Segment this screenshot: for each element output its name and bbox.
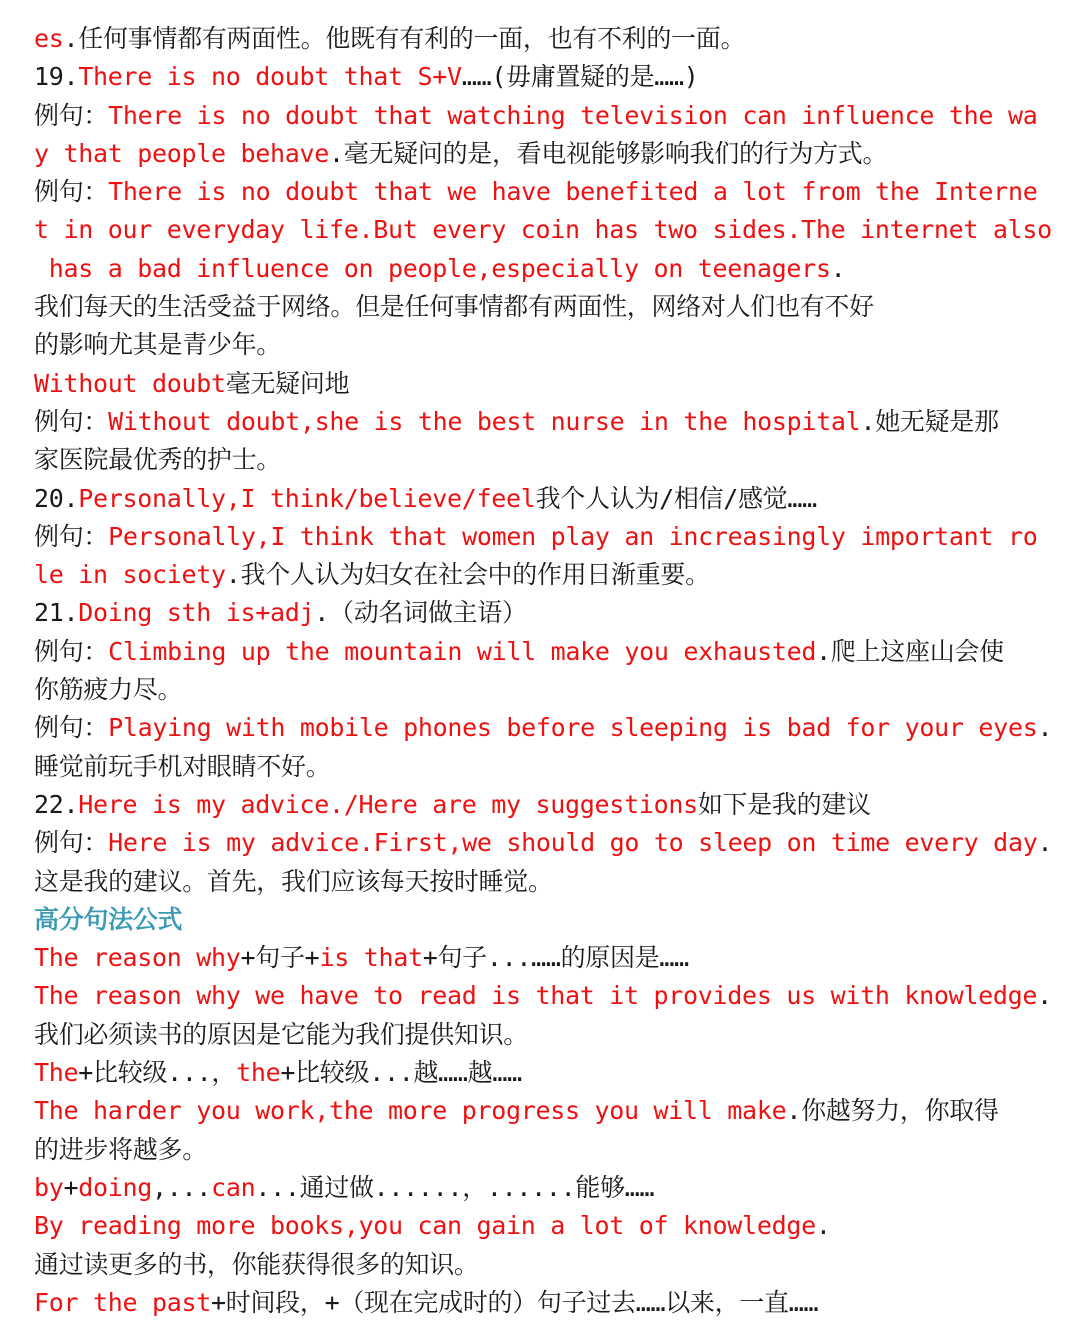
plain-text: 我们必须读书的原因是它能为我们提供知识。 xyxy=(34,1019,529,1049)
plain-text: 例句： xyxy=(34,828,109,858)
plain-text: 通过读更多的书，你能获得很多的知识。 xyxy=(34,1249,479,1279)
highlighted-phrase: t in our everyday life.But every coin has two sides.The internet also xyxy=(34,215,1052,245)
plain-text: +比较级...， xyxy=(78,1058,237,1088)
plain-text: 例句： xyxy=(34,100,109,130)
highlighted-phrase: Personally,I think/believe/feel xyxy=(78,483,536,513)
text-line xyxy=(34,58,1060,96)
highlighted-phrase: can xyxy=(211,1172,256,1202)
highlighted-phrase: is that xyxy=(319,943,423,973)
text-line xyxy=(34,518,1060,556)
plain-text: ,... xyxy=(152,1172,212,1202)
plain-text: .你越努力，你取得 xyxy=(786,1096,999,1126)
plain-text: . xyxy=(815,1211,831,1241)
highlighted-phrase: Climbing up the mountain will make you exhausted xyxy=(108,636,817,666)
highlighted-phrase: y that people behave xyxy=(34,138,330,168)
plain-text: .她无疑是那 xyxy=(860,406,999,436)
text-line xyxy=(34,709,1060,747)
plain-text: 22. xyxy=(34,789,79,819)
text-line xyxy=(34,1284,1060,1322)
plain-text: 我们每天的生活受益于网络。但是任何事情都有两面性，网络对人们也有不好 xyxy=(34,292,874,322)
plain-text: +句子...……的原因是…… xyxy=(422,943,689,973)
text-line xyxy=(34,977,1060,1015)
text-line xyxy=(34,671,1060,709)
plain-text: 家医院最优秀的护士。 xyxy=(34,445,282,475)
plain-text: 例句： xyxy=(34,636,109,666)
text-line xyxy=(34,939,1060,977)
plain-text: 例句： xyxy=(34,177,109,207)
highlighted-phrase: Doing sth is+adj xyxy=(78,598,315,628)
section-heading: 高分句法公式 xyxy=(34,904,183,934)
plain-text: 例句： xyxy=(34,521,109,551)
highlighted-phrase: The reason why xyxy=(34,943,241,973)
text-line xyxy=(34,556,1060,594)
highlighted-phrase: by xyxy=(34,1172,64,1202)
plain-text: 21. xyxy=(34,598,79,628)
text-line xyxy=(34,824,1060,862)
plain-text: .我个人认为妇女在社会中的作用日渐重要。 xyxy=(225,560,710,590)
highlighted-phrase: doing xyxy=(78,1172,153,1202)
plain-text: 这是我的建议。首先，我们应该每天按时睡觉。 xyxy=(34,866,553,896)
text-line xyxy=(34,173,1060,211)
highlighted-phrase: The xyxy=(34,1058,79,1088)
highlighted-phrase: The reason why we have to read is that it provides us with knowledge xyxy=(34,981,1038,1011)
text-line xyxy=(34,250,1060,288)
highlighted-phrase: Personally,I think that women play an increasingly important ro xyxy=(108,521,1038,551)
plain-text: .爬上这座山会使 xyxy=(816,636,1004,666)
plain-text: 的进步将越多。 xyxy=(34,1134,207,1164)
plain-text: ……(毋庸置疑的是……) xyxy=(461,62,699,92)
text-line xyxy=(34,97,1060,135)
plain-text: . xyxy=(1037,828,1053,858)
highlighted-phrase: There is no doubt that we have benefited a lot from the Interne xyxy=(108,177,1038,207)
highlighted-phrase: has a bad influence on people,especially on teenagers xyxy=(34,253,831,283)
text-line xyxy=(34,786,1060,824)
plain-text: +句子+ xyxy=(240,943,320,973)
plain-text: 毫无疑问地 xyxy=(225,368,350,398)
plain-text: 你筋疲力尽。 xyxy=(34,675,183,705)
plain-text: + xyxy=(63,1172,79,1202)
plain-text: . xyxy=(1037,713,1053,743)
plain-text: . xyxy=(1037,981,1052,1011)
text-line xyxy=(34,135,1060,173)
text-line xyxy=(34,326,1060,364)
highlighted-phrase: le in society xyxy=(34,560,226,590)
plain-text: +时间段，+（现在完成时的）句子过去……以来，一直…… xyxy=(211,1287,819,1317)
highlighted-phrase: the xyxy=(236,1058,281,1088)
text-line xyxy=(34,480,1060,518)
plain-text: +比较级...越……越…… xyxy=(280,1058,522,1088)
text-line xyxy=(34,1092,1060,1130)
highlighted-phrase: es xyxy=(34,24,64,53)
text-line xyxy=(34,1246,1060,1284)
highlighted-phrase: Here is my advice./Here are my suggestions xyxy=(78,789,698,819)
plain-text: 如下是我的建议 xyxy=(697,789,871,819)
text-line xyxy=(34,211,1060,249)
text-line xyxy=(34,748,1060,786)
plain-text: 我个人认为/相信/感觉…… xyxy=(535,483,817,513)
text-line xyxy=(34,288,1060,326)
plain-text: .毫无疑问的是，看电视能够影响我们的行为方式。 xyxy=(329,138,888,168)
text-line xyxy=(34,594,1060,632)
highlighted-phrase: For the past xyxy=(34,1287,212,1317)
plain-text: ...通过做......，......能够…… xyxy=(255,1172,655,1202)
text-line xyxy=(34,633,1060,671)
highlighted-phrase: The harder you work,the more progress you will make xyxy=(34,1096,787,1126)
text-line xyxy=(34,441,1060,479)
text-line xyxy=(34,1131,1060,1169)
plain-text: 例句： xyxy=(34,406,109,436)
text-line xyxy=(34,863,1060,901)
text-line xyxy=(34,1016,1060,1054)
highlighted-phrase: There is no doubt that S+V xyxy=(78,62,462,92)
highlighted-phrase: Without doubt xyxy=(34,368,226,398)
plain-text: .任何事情都有两面性。他既有有利的一面，也有不利的一面。 xyxy=(63,24,746,53)
highlighted-phrase: There is no doubt that watching television can influence the wa xyxy=(108,100,1038,130)
plain-text: .（动名词做主语） xyxy=(314,598,527,628)
highlighted-phrase: Playing with mobile phones before sleeping is bad for your eyes xyxy=(108,713,1038,743)
text-line xyxy=(34,1169,1060,1207)
plain-text: . xyxy=(830,253,846,283)
highlighted-phrase: By reading more books,you can gain a lot of knowledge xyxy=(34,1211,816,1241)
plain-text: 的影响尤其是青少年。 xyxy=(34,330,282,360)
highlighted-phrase: Here is my advice.First,we should go to sleep on time every day xyxy=(108,828,1038,858)
text-line xyxy=(34,20,1060,58)
text-line xyxy=(34,365,1060,403)
plain-text: 19. xyxy=(34,62,79,92)
plain-text: 20. xyxy=(34,483,79,513)
plain-text: 例句： xyxy=(34,713,109,743)
text-line xyxy=(34,1054,1060,1092)
text-line xyxy=(34,403,1060,441)
highlighted-phrase: Without doubt,she is the best nurse in the hospital xyxy=(108,406,861,436)
text-line xyxy=(34,1207,1060,1245)
plain-text: 睡觉前玩手机对眼睛不好。 xyxy=(34,751,331,781)
text-line xyxy=(34,901,1060,939)
